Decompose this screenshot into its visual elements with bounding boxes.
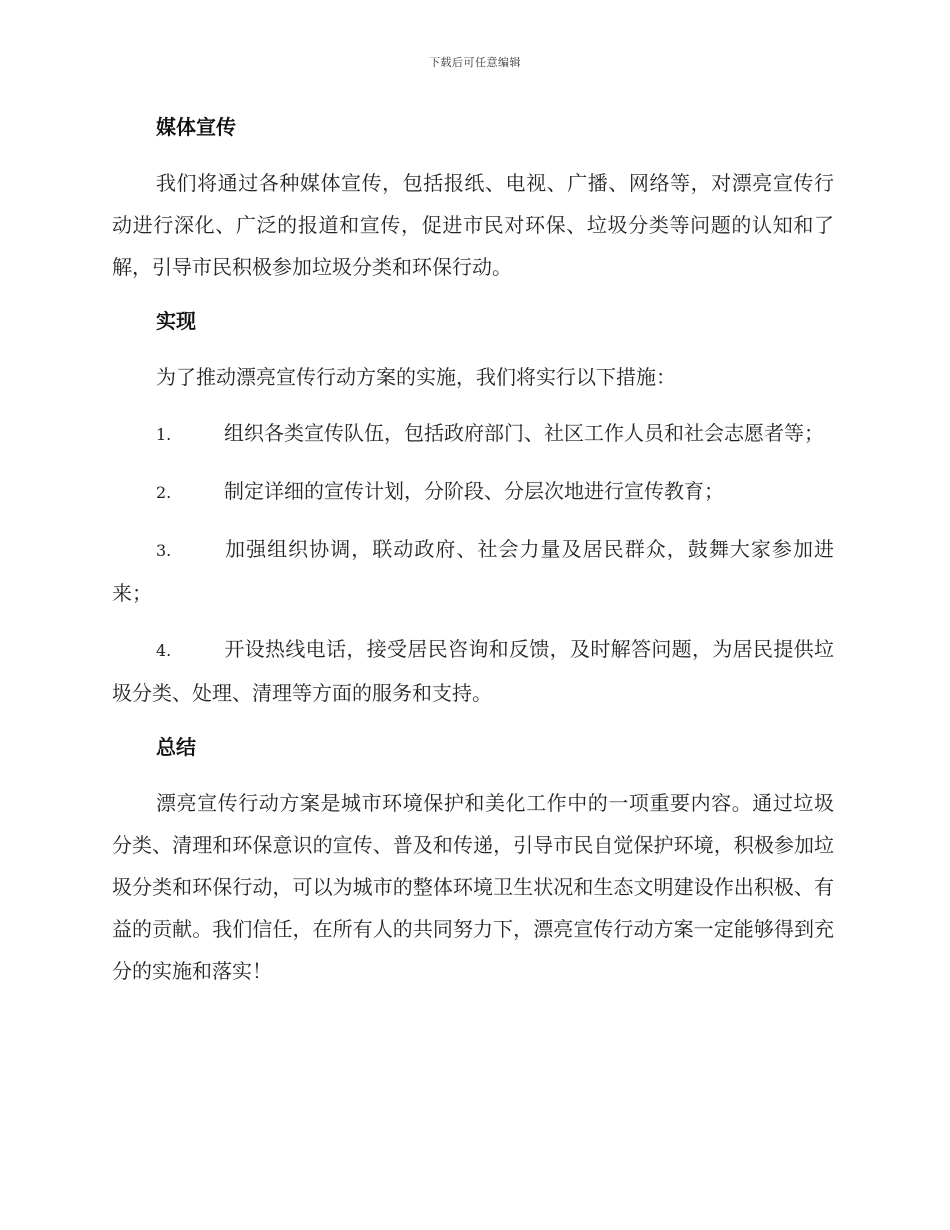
section-heading-summary: 总结 [156,735,196,759]
document-body [112,108,834,1006]
implementation-intro: 为了推动漂亮宣传行动方案的实施，我们将实行以下措施： [156,365,676,389]
list-number: 1. [156,425,172,444]
section-heading-implementation: 实现 [156,309,196,333]
list-number: 3. [156,541,172,560]
list-item-text: 制定详细的宣传计划，分阶段、分层次地进行宣传教育； [224,479,724,503]
page-header-note: 下载后可任意编辑 [429,56,521,69]
list-item [112,412,834,456]
list-item-text: 加强组织协调，联动政府、社会力量及居民群众，鼓舞大家参加进来； [112,537,834,605]
list-item-text: 组织各类宣传队伍，包括政府部门、社区工作人员和社会志愿者等； [224,421,824,445]
media-paragraph: 我们将通过各种媒体宣传，包括报纸、电视、广播、网络等，对漂亮宣传行动进行深化、广泛的报道和宣传，促进市民对环保、垃圾分类等问题的认知和了解，引导市民积极参加垃圾分类和环保行动。 [112,171,834,279]
list-item [112,628,834,714]
list-item-text: 开设热线电话，接受居民咨询和反馈，及时解答问题，为居民提供垃圾分类、处理、清理等方面的服务和支持。 [112,637,834,705]
section-heading-media: 媒体宣传 [156,115,236,139]
list-number: 4. [156,641,172,660]
list-number: 2. [156,483,172,502]
summary-paragraph: 漂亮宣传行动方案是城市环境保护和美化工作中的一项重要内容。通过垃圾分类、清理和环保意识的宣传、普及和传递，引导市民自觉保护环境，积极参加垃圾分类和环保行动，可以为城市的整体环境卫生状况和生态文明建设作出积极、有益的贡献。我们信任，在所有人的共同努力下，漂亮宣传行动方案一定能够得到充分的实施和落实！ [112,791,834,983]
list-item [112,528,834,614]
list-item [112,470,834,514]
